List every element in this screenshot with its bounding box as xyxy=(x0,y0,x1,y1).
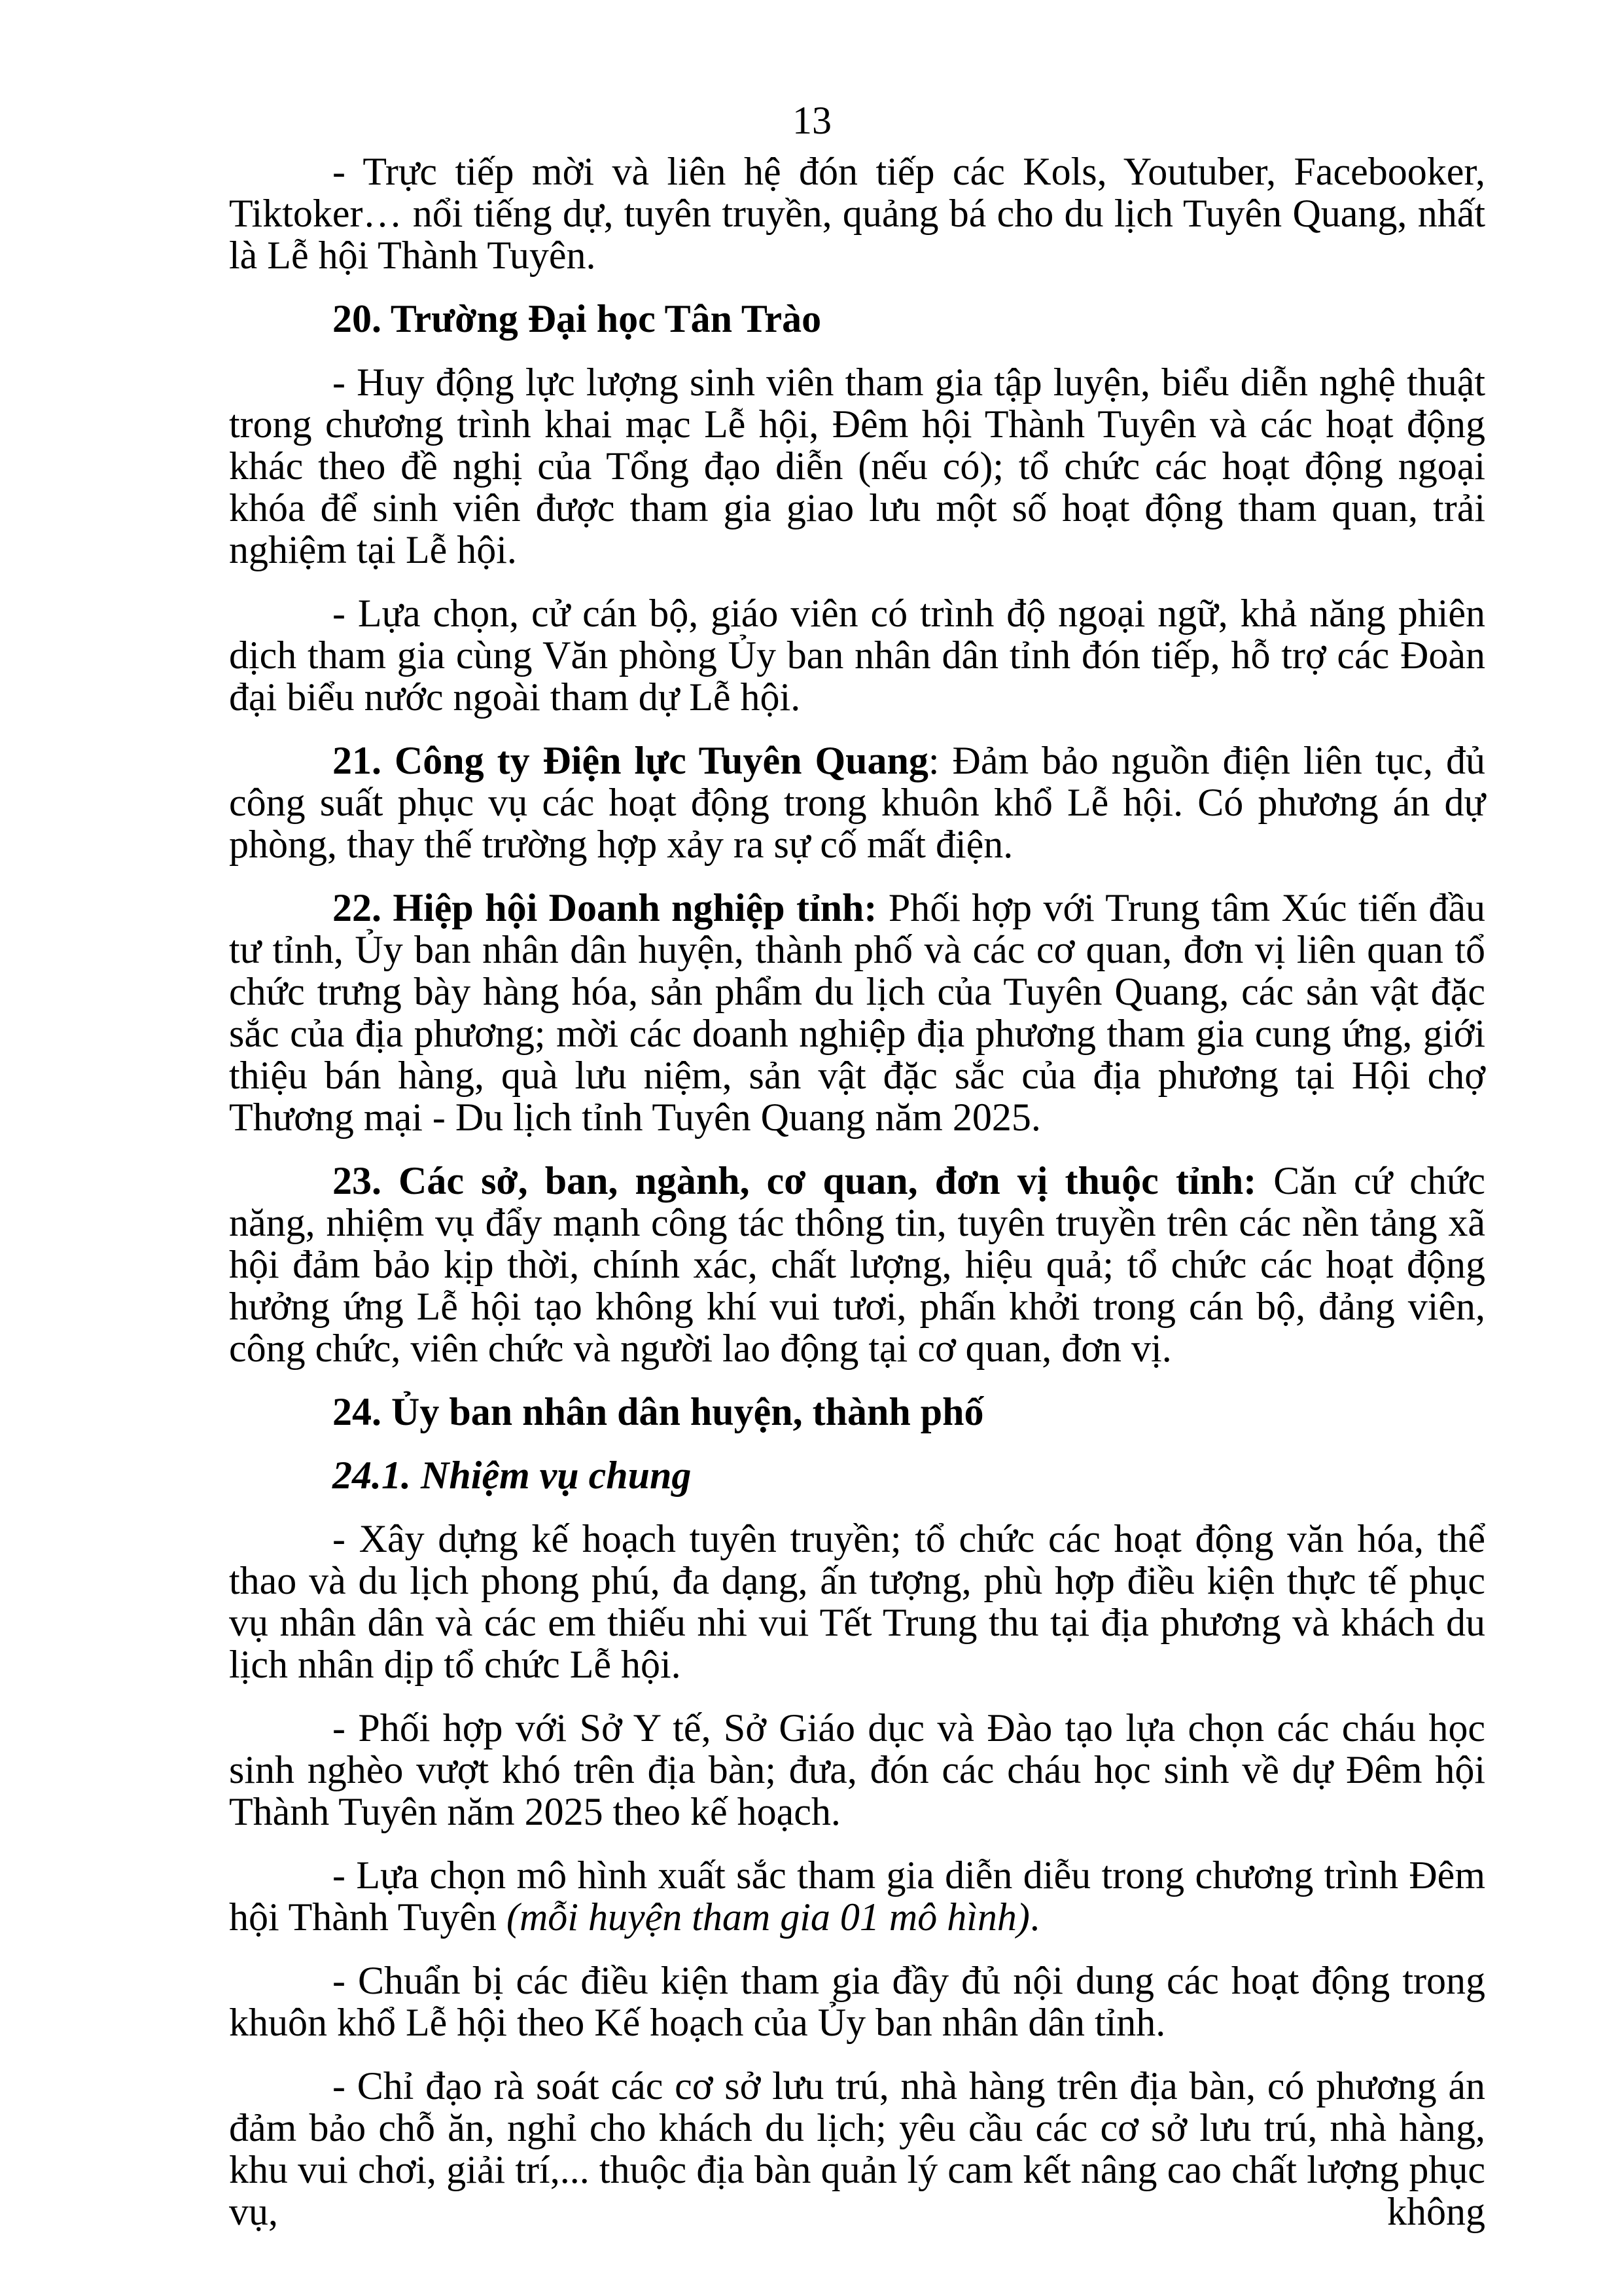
section-23-paragraph xyxy=(229,1160,1485,1369)
text-run: 24. Ủy ban nhân dân huyện, thành phố xyxy=(332,1390,984,1433)
text-run: 20. Trường Đại học Tân Trào xyxy=(332,297,822,340)
text-run: 23. Các sở, ban, ngành, cơ quan, đơn vị thuộc tỉnh: xyxy=(332,1159,1257,1202)
document-body xyxy=(229,151,1485,2233)
section-24-1-heading xyxy=(229,1454,1485,1496)
text-run: 22. Hiệp hội Doanh nghiệp tỉnh: xyxy=(332,886,877,929)
paragraph-kols-invite xyxy=(229,151,1485,276)
text-run: - Chỉ đạo rà soát các cơ sở lưu trú, nhà hàng trên địa bàn, có phương án đảm bảo chỗ ăn, nghỉ cho khách du lịch; yêu cầu các cơ sở lưu trú, nhà hàng, khu vui chơi, giải trí,... thuộc địa bàn quản lý cam kết nâng cao chất lượng phục vụ, không xyxy=(229,2064,1485,2233)
section-22-paragraph xyxy=(229,887,1485,1138)
text-run: - Trực tiếp mời và liên hệ đón tiếp các Kols, Youtuber, Facebooker, Tiktoker… nổi tiếng dự, tuyên truyền, quảng bá cho du lịch Tuyên Quang, nhất là Lễ hội Thành Tuyên. xyxy=(229,150,1485,277)
section-21-paragraph xyxy=(229,740,1485,865)
paragraph-students-performance xyxy=(229,361,1485,571)
text-run: - Xây dựng kế hoạch tuyên truyền; tổ chức các hoạt động văn hóa, thể thao và du lịch phong phú, đa dạng, ấn tượng, phù hợp điều kiện thực tế phục vụ nhân dân và các em thiếu nhi vui Tết Trung thu tại địa phương và khách du lịch nhân dịp tổ chức Lễ hội. xyxy=(229,1517,1485,1686)
text-run: - Chuẩn bị các điều kiện tham gia đầy đủ nội dung các hoạt động trong khuôn khổ Lễ hội theo Kế hoạch của Ủy ban nhân dân tỉnh. xyxy=(229,1959,1485,2044)
text-run: Căn cứ chức năng, nhiệm vụ đẩy mạnh công tác thông tin, tuyên truyền trên các nền tảng xã hội đảm bảo kịp thời, chính xác, chất lượng, hiệu quả; tổ chức các hoạt động hưởng ứng Lễ hội tạo không khí vui tươi, phấn khởi trong cán bộ, đảng viên, công chức, viên chức và người lao động tại cơ quan, đơn vị. xyxy=(229,1159,1485,1370)
text-run: : Đảm bảo nguồn điện liên tục, đủ công suất phục vụ các hoạt động trong khuôn khổ Lễ hội. Có phương án dự phòng, thay thế trường hợp xảy ra sự cố mất điện. xyxy=(229,739,1485,866)
paragraph-preparation xyxy=(229,1960,1485,2043)
paragraph-interpreters xyxy=(229,592,1485,718)
text-run: . xyxy=(1029,1895,1040,1939)
text-run: - Phối hợp với Sở Y tế, Sở Giáo dục và Đào tạo lựa chọn các cháu học sinh nghèo vượt khó trên địa bàn; đưa, đón các cháu học sinh về dự Đêm hội Thành Tuyên năm 2025 theo kế hoạch. xyxy=(229,1706,1485,1833)
text-run: - Huy động lực lượng sinh viên tham gia tập luyện, biểu diễn nghệ thuật trong chương trình khai mạc Lễ hội, Đêm hội Thành Tuyên và các hoạt động khác theo đề nghị của Tổng đạo diễn (nếu có); tổ chức các hoạt động ngoại khóa để sinh viên được tham gia giao lưu một số hoạt động tham quan, trải nghiệm tại Lễ hội. xyxy=(229,361,1485,571)
text-run: (mỗi huyện tham gia 01 mô hình) xyxy=(506,1895,1030,1939)
paragraph-model-parade xyxy=(229,1854,1485,1938)
section-20-heading xyxy=(229,298,1485,340)
paragraph-propaganda-plan xyxy=(229,1518,1485,1685)
paragraph-accommodation-review xyxy=(229,2065,1485,2233)
text-run: - Lựa chọn, cử cán bộ, giáo viên có trình độ ngoại ngữ, khả năng phiên dịch tham gia cùng Văn phòng Ủy ban nhân dân tỉnh đón tiếp, hỗ trợ các Đoàn đại biểu nước ngoài tham dự Lễ hội. xyxy=(229,592,1485,719)
paragraph-poor-students xyxy=(229,1707,1485,1833)
page-number: 13 xyxy=(792,99,832,142)
text-run: 24.1. Nhiệm vụ chung xyxy=(332,1454,692,1497)
text-run: 21. Công ty Điện lực Tuyên Quang xyxy=(332,739,928,782)
section-24-heading xyxy=(229,1391,1485,1433)
text-run: Phối hợp với Trung tâm Xúc tiến đầu tư tỉnh, Ủy ban nhân dân huyện, thành phố và các cơ quan, đơn vị liên quan tổ chức trưng bày hàng hóa, sản phẩm du lịch của Tuyên Quang, các sản vật đặc sắc của địa phương; mời các doanh nghiệp địa phương tham gia cung ứng, giới thiệu bán hàng, quà lưu niệm, sản vật đặc sắc của địa phương tại Hội chợ Thương mại - Du lịch tỉnh Tuyên Quang năm 2025. xyxy=(229,886,1485,1139)
text-run: - Lựa chọn mô hình xuất sắc tham gia diễn diễu trong chương trình Đêm hội Thành Tuyên xyxy=(229,1854,1485,1939)
